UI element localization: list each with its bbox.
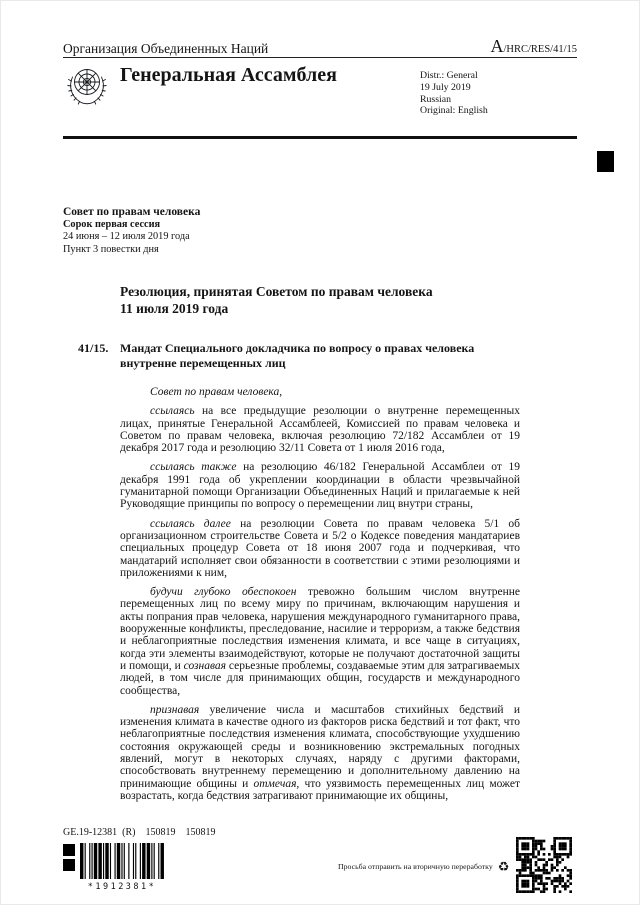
- paragraph-lead: будучи глубоко обеспокоен: [150, 586, 297, 599]
- preamble-paragraph: [120, 704, 520, 802]
- resolution-number: 41/15.: [78, 341, 109, 355]
- paragraph-lead: ссылаясь также: [150, 461, 237, 474]
- doc-symbol-suffix: /HRC/RES/41/15: [503, 44, 577, 55]
- paragraph-lead: отмечая: [253, 777, 297, 790]
- distr-block: [420, 70, 488, 117]
- preamble-paragraph: [120, 518, 520, 579]
- doc-symbol-prefix: A: [490, 36, 504, 56]
- paragraph-lead: сознавая: [183, 659, 226, 672]
- preamble-paragraph: [120, 461, 520, 510]
- resolution-heading: [120, 283, 433, 317]
- council-name: Совет по правам человека: [63, 206, 201, 218]
- print-control-square: [63, 844, 75, 856]
- preamble-paragraph: [120, 586, 520, 697]
- resolution-subject-row: [78, 341, 512, 370]
- ge-document-number: GE.19-12381 (R) 150819 150819: [63, 827, 216, 838]
- paragraph-text: на резолюцию 46/182 Генеральной Ассамблеи от 19 декабря 1991 года об укреплении координации в области чрезвычайной гуманитарной помощи Организации Объединенных Наций и прилагаемые к ней Руководящие принципы по вопросу о перемещении лиц внутри страны,: [120, 461, 520, 511]
- session-label: Сорок первая сессия: [63, 218, 161, 230]
- paragraph-text: увеличение числа и масштабов стихийных бедствий и изменения климата в качестве одного из факторов риска бедствий и тот факт, что неблагоприятные последствия изменения климата, способствующие ухудшению состояния окружающей среды и возникновению экстремальных погодных явлений, могут в некоторых случаях, наряду с другими факторами, способствовать внутреннему перемещению и дополнительному давлению на принимающие общины и: [120, 703, 520, 790]
- header: [63, 36, 577, 57]
- print-registration-mark: [597, 151, 614, 172]
- barcode-label: *1912381*: [87, 882, 157, 892]
- paragraph-lead: признавая: [150, 703, 200, 716]
- paragraph-lead: ссылаясь далее: [150, 517, 231, 530]
- preamble-paragraph: [120, 405, 520, 454]
- paragraph-text: на резолюции Совета по правам человека 5/1 об организационном строительстве Совета и 5/2 о Кодексе поведения мандатариев специальных процедур Совета от 18 июня 2007 года и подчеркивая, что мандатарий исполняет свои обязанности в соответствии с этими резолюциями и приложениями к ним,: [120, 517, 520, 579]
- assembly-title: Генеральная Ассамблея: [120, 64, 337, 86]
- doc-symbol: [490, 36, 577, 57]
- paragraph-text: тревожно большим числом внутренне перемещенных лиц по всему миру по причинам, включающим нарушения и акты попрания прав человека, нарушения международного гуманитарного права, вооруженные конфликты, преследование, насилие и терроризм, а также бедствия и неблагоприятные последствия изменения климата, и все чаще в ситуациях, когда эти элементы взаимодействуют, которые не получают достаточной защиты и помощи, и: [120, 586, 521, 672]
- resolution-subject: Мандат Специального докладчика по вопросу о правах человека внутренне перемещенных лиц: [120, 341, 475, 370]
- qr-code: [516, 837, 572, 893]
- recycle-note-text: Просьба отправить на вторичную переработку: [338, 862, 493, 871]
- preamble-paragraphs: [120, 405, 520, 802]
- resolution-heading-line1: Резолюция, принятая Советом по правам человека: [120, 284, 433, 299]
- paragraph-text: серьезные проблемы, создаваемые этим для затрагиваемых людей, в том числе для принимающих общин, государств и международного сообщества,: [120, 659, 520, 697]
- distr-language: Russian: [420, 93, 452, 105]
- print-control-squares: [63, 844, 75, 874]
- resolution-body: [120, 386, 520, 809]
- header-rule-thick: [63, 136, 577, 139]
- distr-line: Distr.: General: [420, 70, 478, 81]
- agenda-item: Пункт 3 повестки дня: [63, 243, 159, 255]
- resolution-heading-line2: 11 июля 2019 года: [120, 301, 229, 316]
- session-dates: 24 июня – 12 июля 2019 года: [63, 231, 190, 242]
- preamble-opening: Совет по правам человека,: [150, 386, 283, 398]
- recycle-icon: ♻: [497, 859, 510, 874]
- session-block: [63, 206, 200, 256]
- org-name: Организация Объединенных Наций: [63, 41, 269, 56]
- barcode: [80, 843, 164, 879]
- paragraph-lead: ссылаясь: [150, 405, 195, 418]
- recycle-note: [338, 860, 509, 873]
- distr-date: 19 July 2019: [420, 81, 471, 93]
- print-control-square: [63, 859, 75, 871]
- paragraph-text: на все предыдущие резолюции о внутренне перемещенных лицах, принятые Генеральной Ассамблеей, Комиссией по правам человека и Советом по правам человека, включая резолюцию 72/182 Ассамблеи от 19 декабря 2017 года и резолюцию 32/11 Совета от 1 июля 2016 года,: [120, 405, 520, 455]
- paragraph-text: , что уязвимость перемещенных лиц может возрастать, когда бедствия затрагивают принимающие их общины,: [120, 777, 520, 802]
- header-rule-thin: [63, 57, 577, 58]
- distr-original: Original: English: [420, 105, 488, 117]
- un-emblem-icon: [63, 61, 111, 109]
